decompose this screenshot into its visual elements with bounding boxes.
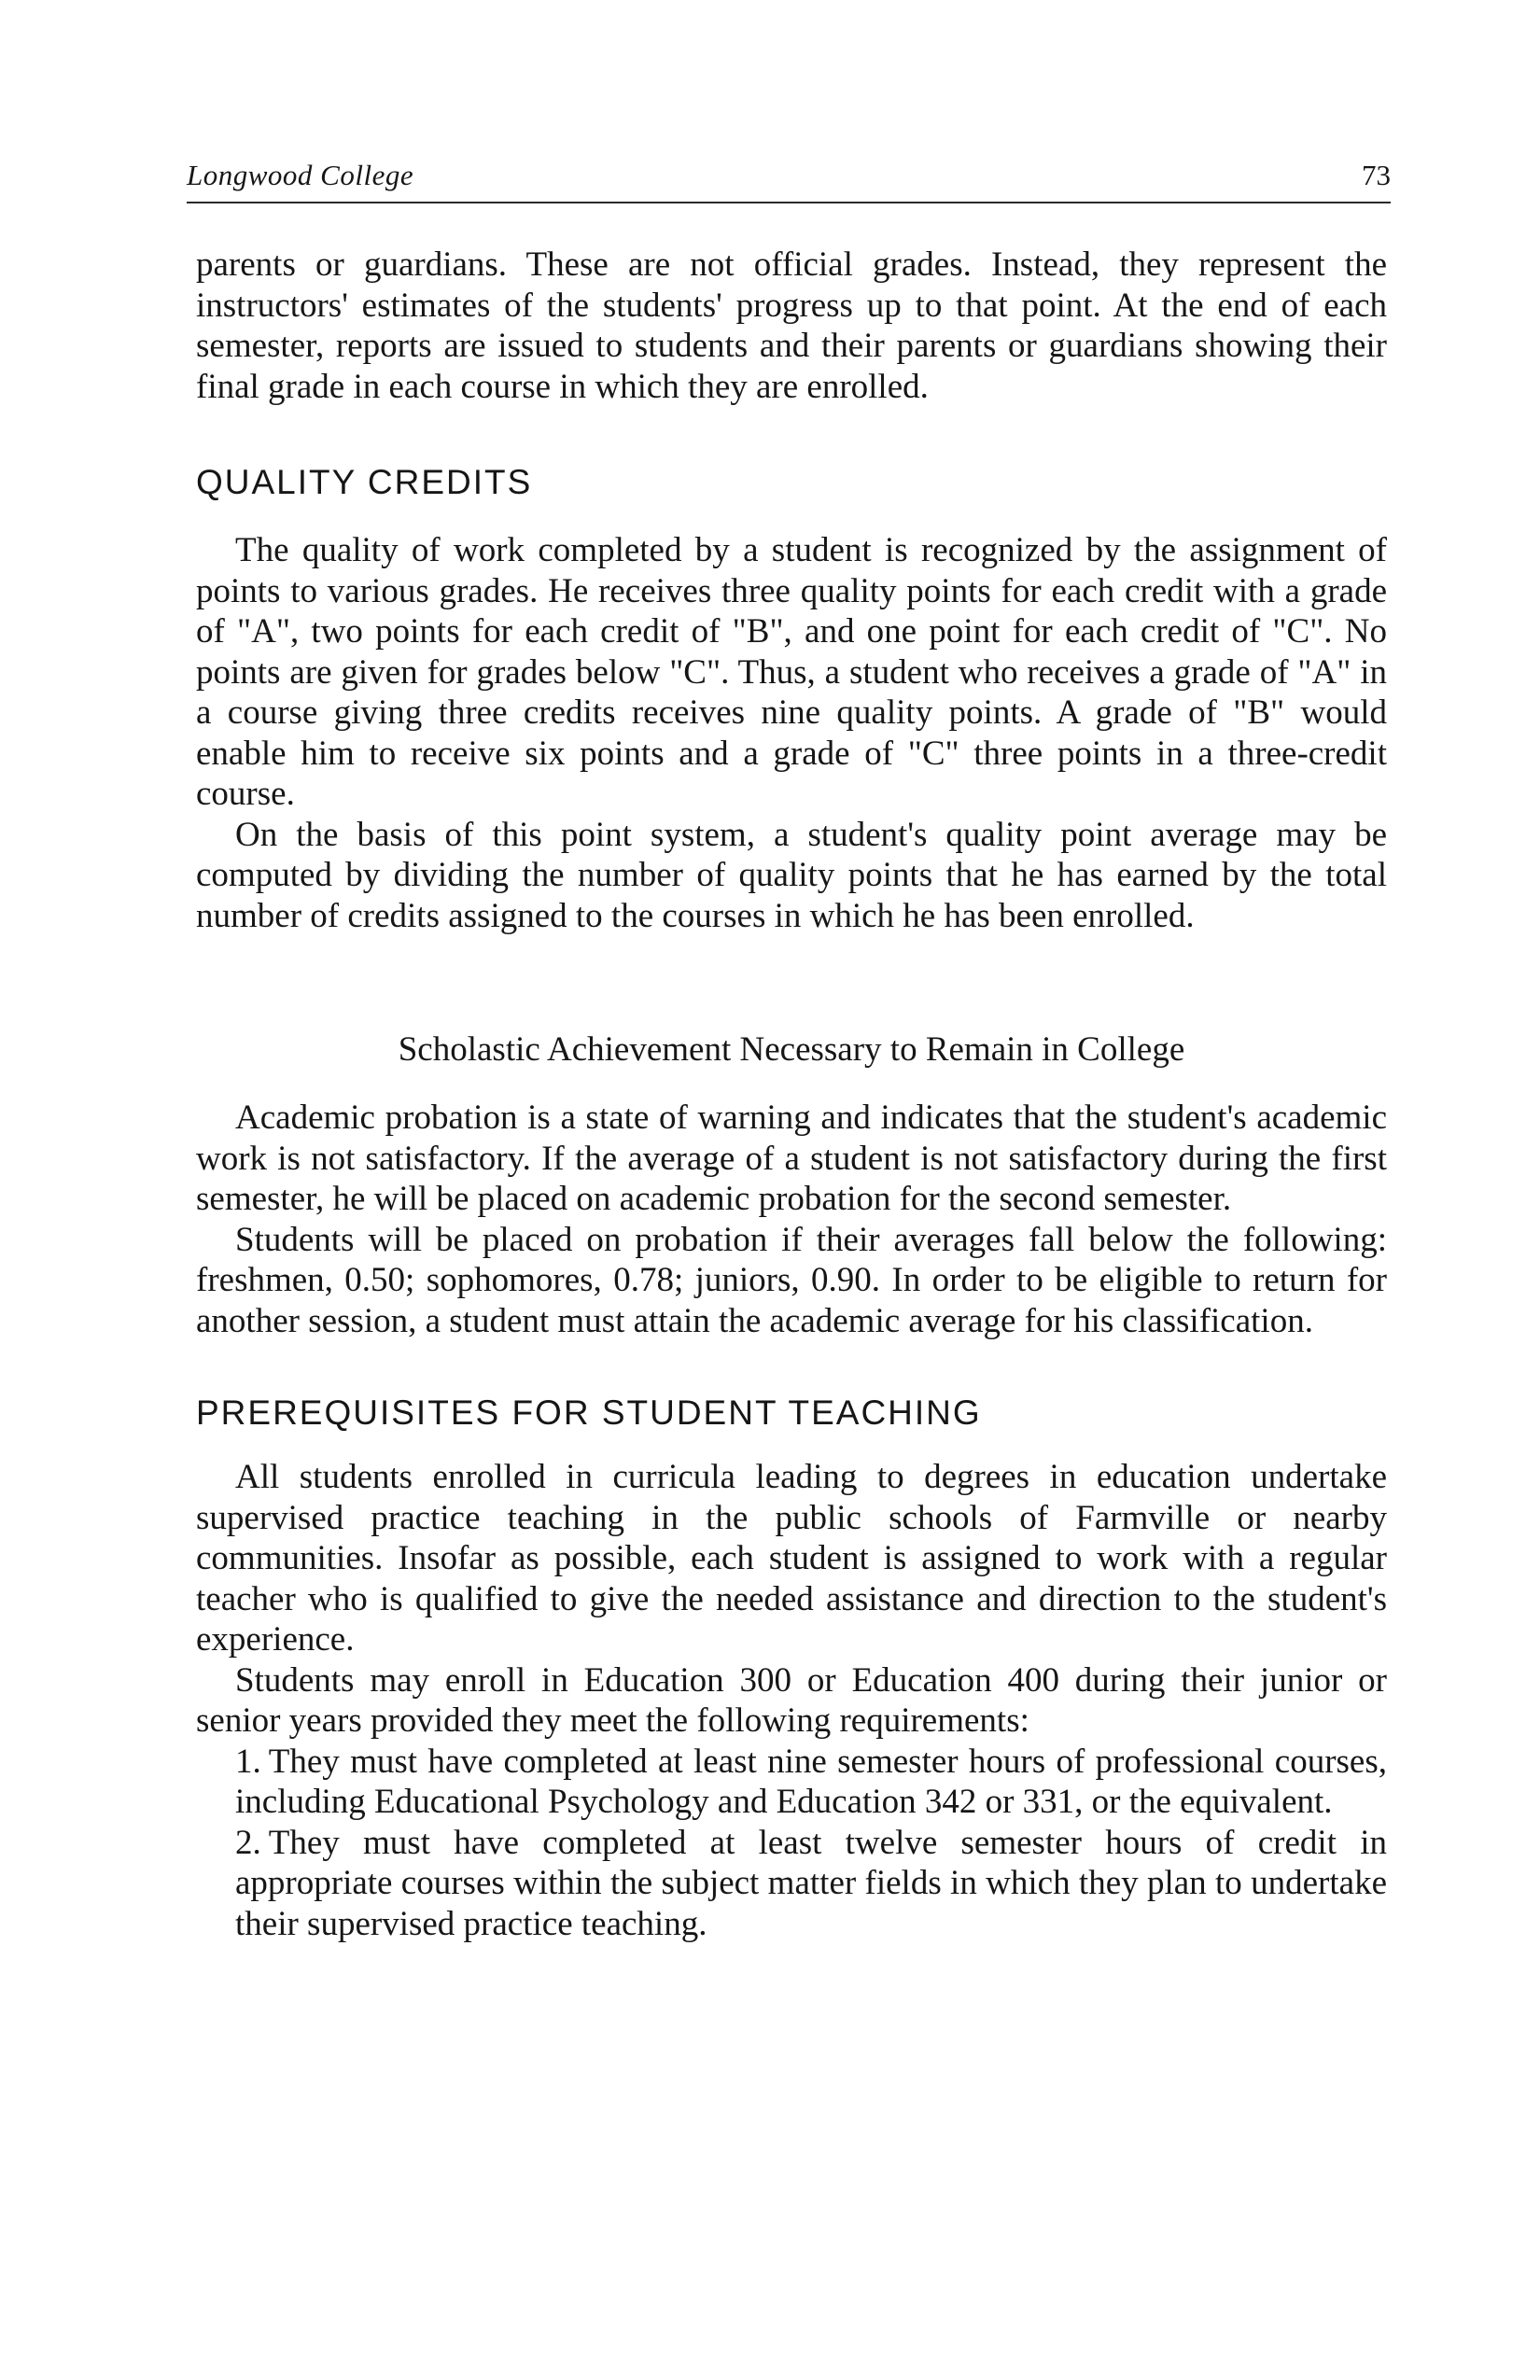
quality-credits-paragraph-1: The quality of work completed by a student is recognized by the assignment of points to various grades. He receives three quality points for each credit with a grade of "A", two points for each credit of "B", and one point for each credit of "C". No points are given for grades below "C". Thus, a student who receives a grade of "A" in a course giving three credits receives nine quality points. A grade of "B" would enable him to receive six points and a grade of "C" three points in a three-credit course.	[196, 531, 1387, 813]
running-title: Longwood College	[187, 159, 414, 191]
requirement-item-2	[196, 1823, 1387, 1945]
page-number: 73	[1362, 159, 1391, 191]
prerequisites-paragraph-2: Students may enroll in Education 300 or Education 400 during their junior or senior years provided they meet the following requirements:	[196, 1660, 1387, 1740]
scholastic-achievement-heading: Scholastic Achievement Necessary to Remain in College	[398, 1030, 1185, 1069]
probation-paragraph-2: Students will be placed on probation if their averages fall below the following: freshmen, 0.50; sophomores, 0.78; juniors, 0.90. In order to be eligible to return for another session, a student must attain the academic average for his classification.	[196, 1220, 1387, 1340]
page-body	[196, 245, 1387, 1944]
requirement-text: They must have completed at least twelve semester hours of credit in appropriate courses within the subject matter fields in which they plan to undertake their supervised practice teaching.	[235, 1823, 1387, 1943]
running-header	[187, 157, 1391, 203]
requirement-text: They must have completed at least nine semester hours of professional courses, including Educational Psychology and Education 342 or 331, or the equivalent.	[235, 1742, 1387, 1821]
intro-paragraph: parents or guardians. These are not official grades. Instead, they represent the instructors' estimates of the students' progress up to that point. At the end of each semester, reports are issued to students and their parents or guardians showing their final grade in each course in which they are enrolled.	[196, 245, 1387, 406]
quality-credits-paragraph-2: On the basis of this point system, a student's quality point average may be computed by dividing the number of quality points that he has earned by the total number of credits assigned to the courses in which he has been enrolled.	[196, 815, 1387, 935]
requirement-number: 2.	[235, 1823, 261, 1862]
probation-paragraph-1: Academic probation is a state of warning and indicates that the student's academic work is not satisfactory. If the average of a student is not satisfactory during the first semester, he will be placed on academic probation for the second semester.	[196, 1099, 1387, 1218]
requirement-item-1	[196, 1742, 1387, 1823]
prerequisites-heading: PREREQUISITES FOR STUDENT TEACHING	[196, 1393, 982, 1432]
prerequisites-paragraph-1: All students enrolled in curricula leading to degrees in education undertake supervised practice teaching in the public schools of Farmville or nearby communities. Insofar as possible, each student is assigned to work with a regular teacher who is qualified to give the needed assistance and direction to the student's experience.	[196, 1458, 1387, 1659]
quality-credits-heading: QUALITY CREDITS	[196, 463, 533, 501]
requirement-number: 1.	[235, 1742, 261, 1781]
